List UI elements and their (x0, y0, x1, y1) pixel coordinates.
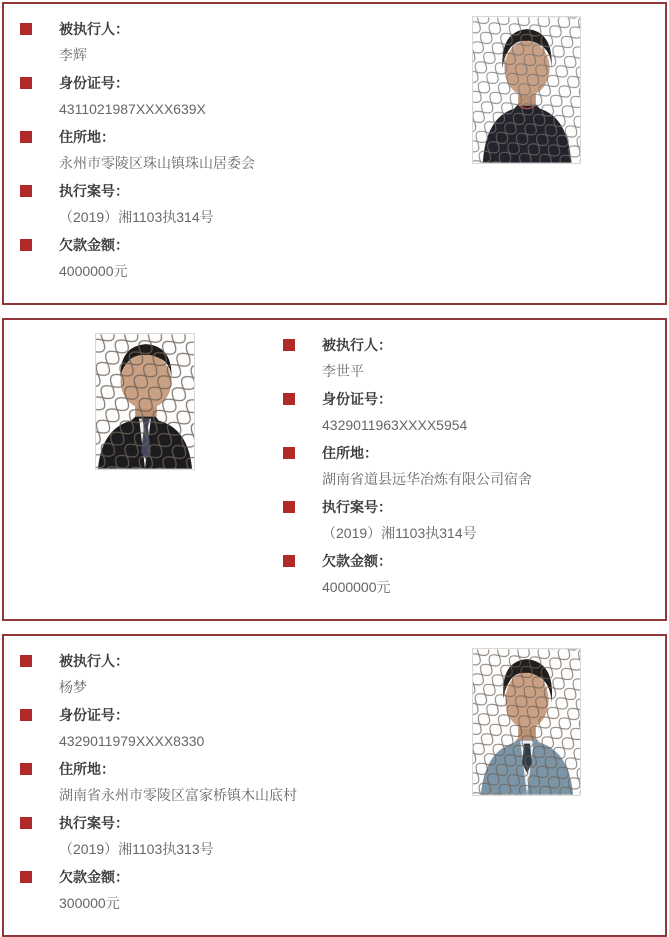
square-bullet-icon (283, 555, 295, 567)
field-row (20, 15, 255, 42)
square-bullet-icon (20, 817, 32, 829)
square-bullet-icon (20, 185, 32, 197)
field-label: 住所地： (59, 128, 115, 145)
field-row (20, 863, 297, 890)
field-label: 执行案号： (59, 814, 129, 831)
field-row (20, 755, 297, 782)
debtor-card (2, 634, 667, 937)
field-value: 永州市零陵区珠山镇珠山居委会 (59, 155, 255, 171)
field-label: 住所地： (59, 760, 115, 777)
debtor-info-list (20, 15, 255, 285)
field-value: 4311021987XXXX639X (59, 101, 206, 117)
debtor-info-list (283, 331, 532, 601)
id-photo-svg (96, 334, 194, 469)
field-row (283, 547, 532, 574)
portrait-photo (95, 333, 195, 470)
square-bullet-icon (283, 501, 295, 513)
field-label: 身份证号： (322, 390, 392, 407)
field-value: 300000元 (59, 895, 120, 911)
field-label: 被执行人： (322, 336, 392, 353)
field-label: 欠款金额： (59, 868, 129, 885)
field-row (20, 809, 297, 836)
square-bullet-icon (20, 709, 32, 721)
portrait-photo (472, 648, 581, 796)
square-bullet-icon (283, 447, 295, 459)
field-value: （2019）湘1103执314号 (322, 525, 477, 541)
field-row (283, 331, 532, 358)
debtor-info-list (20, 647, 297, 917)
field-label: 欠款金额： (322, 552, 392, 569)
field-value: 4329011963XXXX5954 (322, 417, 468, 433)
field-row (283, 439, 532, 466)
watermark-overlay (473, 649, 580, 794)
field-value: 李世平 (322, 363, 364, 379)
field-label: 身份证号： (59, 706, 129, 723)
field-value: 4000000元 (322, 579, 391, 595)
field-label: 执行案号： (322, 498, 392, 515)
square-bullet-icon (20, 23, 32, 35)
field-label: 被执行人： (59, 652, 129, 669)
field-value: 4000000元 (59, 263, 128, 279)
field-row (20, 69, 255, 96)
square-bullet-icon (20, 239, 32, 251)
field-value: 湖南省永州市零陵区富家桥镇木山底村 (59, 787, 297, 803)
field-label: 住所地： (322, 444, 378, 461)
id-photo-svg (473, 17, 580, 163)
field-label: 欠款金额： (59, 236, 129, 253)
square-bullet-icon (283, 393, 295, 405)
square-bullet-icon (20, 77, 32, 89)
portrait-photo (472, 16, 581, 164)
field-row (20, 123, 255, 150)
debtor-card (2, 318, 667, 621)
square-bullet-icon (20, 871, 32, 883)
field-row (283, 493, 532, 520)
square-bullet-icon (283, 339, 295, 351)
square-bullet-icon (20, 655, 32, 667)
field-row (20, 231, 255, 258)
watermark-overlay (473, 17, 580, 162)
square-bullet-icon (20, 763, 32, 775)
square-bullet-icon (20, 131, 32, 143)
field-row (20, 647, 297, 674)
field-row (20, 177, 255, 204)
field-value: 李辉 (59, 47, 87, 63)
debtor-card (2, 2, 667, 305)
watermark-overlay (96, 334, 194, 468)
field-value: 湖南省道县远华冶炼有限公司宿舍 (322, 471, 532, 487)
field-value: 4329011979XXXX8330 (59, 733, 205, 749)
field-label: 被执行人： (59, 20, 129, 37)
field-value: （2019）湘1103执313号 (59, 841, 214, 857)
field-label: 身份证号： (59, 74, 129, 91)
field-row (20, 701, 297, 728)
field-value: 杨梦 (59, 679, 87, 695)
field-value: （2019）湘1103执314号 (59, 209, 214, 225)
field-label: 执行案号： (59, 182, 129, 199)
id-photo-svg (473, 649, 580, 795)
field-row (283, 385, 532, 412)
